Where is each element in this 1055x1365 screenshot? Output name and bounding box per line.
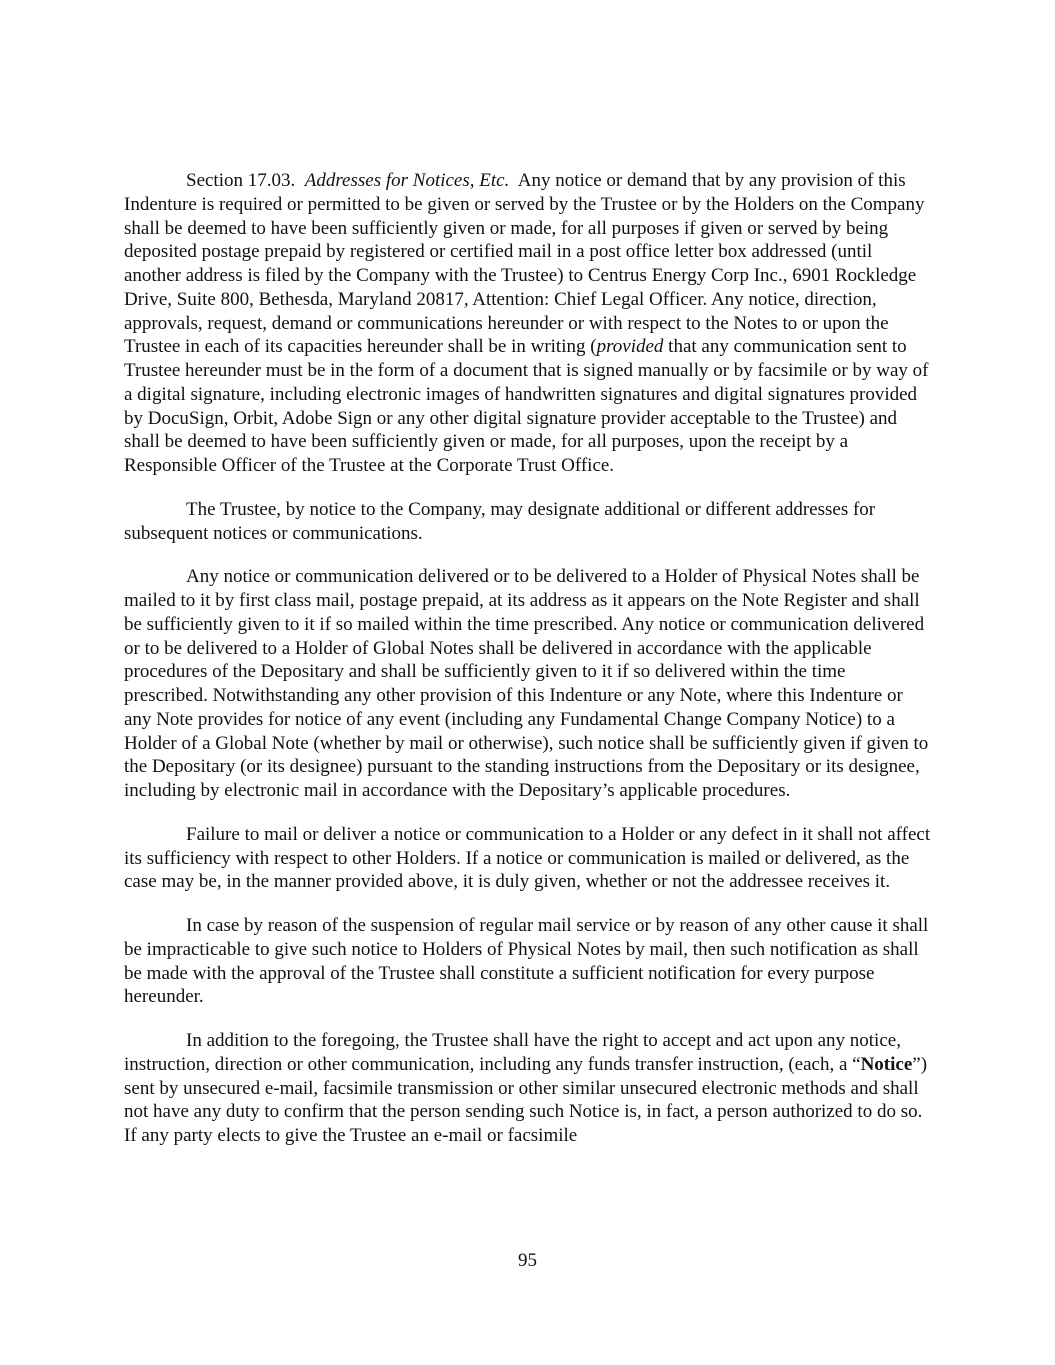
- section-title: Addresses for Notices, Etc.: [304, 170, 510, 191]
- failure-to-mail-paragraph: Failure to mail or deliver a notice or communication to a Holder or any defect in it shall not affect its sufficiency with respect to other Holders. If a notice or communication is mailed or delivered, as the case may be, in the manner provided above, it is duly given, whether or not the addressee receives it.: [124, 823, 931, 893]
- document-body: [124, 169, 932, 1168]
- notice-delivery-paragraph: Any notice or communication delivered or to be delivered to a Holder of Physical Notes shall be mailed to it by first class mail, postage prepaid, at its address as it appears on the Note Register and shall be sufficiently given to it if so mailed within the time prescribed. Any notice or communication delivered or to be delivered to a Holder of Global Notes shall be delivered in accordance with the applicable procedures of the Depositary and shall be sufficiently given to it if so delivered within the time prescribed. Notwithstanding any other provision of this Indenture or any Note, where this Indenture or any Note provides for notice of any event (including any Fundamental Change Company Notice) to a Holder of a Global Note (whether by mail or otherwise), such notice shall be sufficiently given if given to the Depositary (or its designee) pursuant to the standing instructions from the Depositary or its designee, including by electronic mail in accordance with the Depositary’s applicable procedures.: [124, 566, 929, 801]
- page-number: 95: [518, 1250, 537, 1271]
- mail-suspension-paragraph: In case by reason of the suspension of regular mail service or by reason of any other cause it shall be impracticable to give such notice to Holders of Physical Notes by mail, then such notification as shall be made with the approval of the Trustee shall constitute a sufficient notification for every purpose hereunder.: [124, 915, 929, 1008]
- designate-addresses-paragraph: The Trustee, by notice to the Company, may designate additional or different addresses for subsequent notices or communications.: [124, 498, 876, 544]
- electronic-text-part-2: ”) sent by unsecured e-mail, facsimile transmission or other similar unsecured electronic methods and shall not have any duty to confirm that the person sending such Notice is, in fact, a person authorized to do so. If any party elects to give the Trustee an e-mail or facsimile: [124, 1053, 928, 1146]
- provided-term: provided: [596, 336, 664, 358]
- electronic-notice-paragraph: [124, 1029, 932, 1148]
- section-number: Section 17.03.: [186, 170, 296, 191]
- section-17-03-paragraph: [124, 169, 932, 478]
- section-text-part-2: that any communication sent to Trustee hereunder must be in the form of a document that is signed manually or by facsimile or by way of a digital signature, including electronic images of handwritten signatures and digital signatures provided by DocuSign, Orbit, Adobe Sign or any other digital signature provider acceptable to the Trustee) and shall be deemed to have been sufficiently given or made, for all purposes, upon the receipt by a Responsible Officer of the Trustee at the Corporate Trust Office.: [124, 336, 929, 476]
- electronic-text-part-1: In addition to the foregoing, the Trustee shall have the right to accept and act upon any notice, instruction, direction or other communication, including any funds transfer instruction, (each, a “: [124, 1030, 901, 1075]
- section-text-part-1: Any notice or demand that by any provision of this Indenture is required or permitted to be given or served by the Trustee or by the Holders on the Company shall be deemed to have been sufficiently given or made, for all purposes if given or served by being deposited postage prepaid by registered or certified mail in a post office letter box addressed (until another address is filed by the Company with the Trustee) to Centrus Energy Corp Inc., 6901 Rockledge Drive, Suite 800, Bethesda, Maryland 20817, Attention: Chief Legal Officer. Any notice, direction, approvals, request, demand or communications hereunder or with respect to the Notes to or upon the Trustee in each of its capacities hereunder shall be in writing (: [124, 170, 925, 358]
- notice-defined-term: Notice: [860, 1053, 913, 1075]
